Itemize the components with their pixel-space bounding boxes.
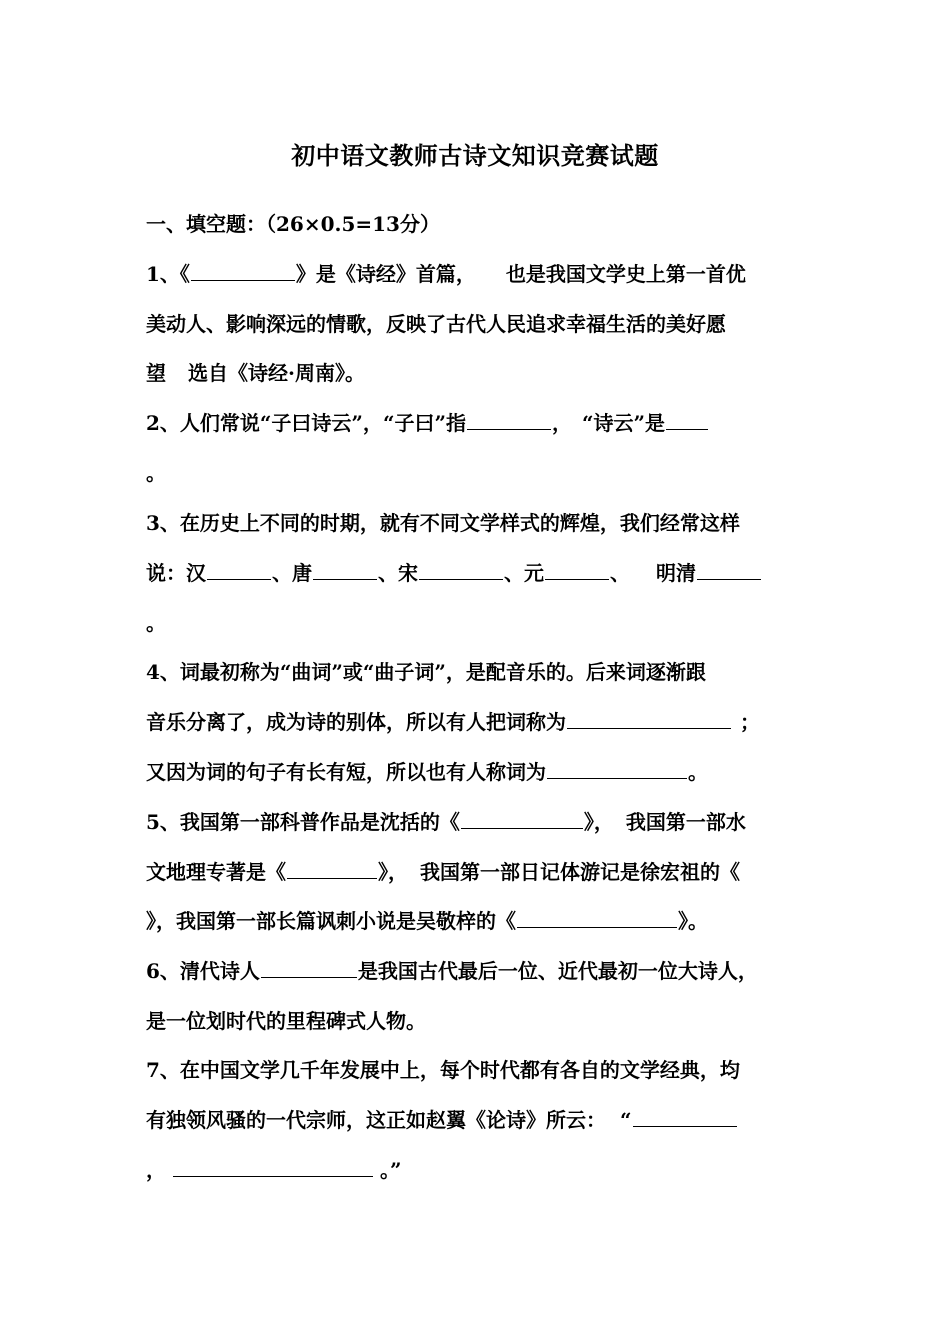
question-6-line-2: 是一位划时代的里程碑式人物。 [146,1009,426,1033]
q4-text: ； [740,710,760,734]
q3-blank-song[interactable] [419,559,503,580]
q7-blank-1[interactable] [633,1106,737,1127]
q1-blank-1[interactable] [191,260,295,281]
question-3-line-2 [146,559,762,587]
q3-blank-yuan[interactable] [545,559,609,580]
q2-text: “诗云”是 [581,411,665,435]
q5-text: 》。 [678,909,708,933]
q3-text: 、元 [504,561,544,585]
q4-text: 又因为词的句子有长有短，所以也有人称词为 [146,760,546,784]
q1-text: 选自《诗经·周南》。 [188,361,365,385]
q5-blank-2[interactable] [287,858,377,879]
q1-text: 》是《诗经》首篇， [295,262,476,286]
q5-text: 5、我国第一部科普作品是沈括的《 [146,810,460,834]
q2-blank-1[interactable] [467,409,551,430]
q5-text: 我国第一部日记体游记是徐宏祖的《 [420,860,740,884]
q4-text: 。 [688,760,708,784]
q5-text: 》， [583,810,614,834]
q2-text: “子曰”指 [382,411,466,435]
question-7-line-2 [146,1106,738,1134]
q2-text: ， [551,411,572,435]
q5-text: 》，我国第一部长篇讽刺小说是吴敬梓的《 [146,909,516,933]
q2-text: 2、人们常说“子曰诗云”， [146,411,383,435]
q5-text: 文地理专著是《 [146,860,286,884]
question-2-line-1 [146,409,709,437]
q7-text: 有独领风骚的一代宗师，这正如赵翼《论诗》所云： [146,1108,606,1132]
question-5-line-1 [146,808,746,836]
section-heading: 一、填空题：（26×0.5=13分） [146,212,440,236]
question-1-line-1 [146,260,746,288]
question-3-line-3: 。 [146,611,166,635]
q3-text: 、宋 [378,561,418,585]
q5-blank-1[interactable] [461,808,583,829]
question-1-line-2: 美动人、影响深远的情歌，反映了古代人民追求幸福生活的美好愿 [146,312,726,336]
q3-blank-tang[interactable] [313,559,377,580]
q6-text: 6、清代诗人 [146,959,260,983]
question-3-line-1: 3、在历史上不同的时期，就有不同文学样式的辉煌，我们经常这样 [146,511,740,535]
q1-text: 望 [146,361,166,385]
q7-blank-2[interactable] [173,1156,373,1177]
q5-text: 我国第一部水 [625,810,746,834]
q5-blank-3[interactable] [517,907,677,928]
q6-text: 是我国古代最后一位、近代最初一位大诗人， [357,959,758,983]
q3-blank-mingqing[interactable] [697,559,761,580]
q4-blank-2[interactable] [547,758,687,779]
q5-text: 》， [378,860,408,884]
q4-blank-1[interactable] [567,708,731,729]
question-4-line-2 [146,708,760,736]
q3-blank-han[interactable] [207,559,271,580]
q1-text: 也是我国文学史上第一首优 [505,262,746,286]
q7-text: “ [620,1108,632,1132]
question-7-line-1: 7、在中国文学几千年发展中上，每个时代都有各自的文学经典，均 [146,1058,740,1082]
question-2-line-2: 。 [146,461,166,485]
q7-text: 。” [380,1158,402,1182]
q3-text: 说：汉 [146,561,206,585]
q4-text: 音乐分离了，成为诗的别体，所以有人把词称为 [146,710,566,734]
question-5-line-2 [146,858,740,886]
q1-text: 1、《 [146,262,190,286]
q7-text: ， [146,1158,166,1182]
question-6-line-1 [146,957,758,985]
q3-text: 明清 [656,561,696,585]
q3-text: 、唐 [272,561,312,585]
question-5-line-3 [146,907,708,935]
page-title: 初中语文教师古诗文知识竞赛试题 [291,141,659,170]
question-1-line-3 [146,359,365,387]
q2-blank-2[interactable] [666,409,708,430]
q3-text: 、 [610,561,630,585]
question-7-line-3 [146,1156,402,1184]
q6-blank-1[interactable] [261,957,357,978]
question-4-line-1: 4、词最初称为“曲词”或“曲子词”，是配音乐的。后来词逐渐跟 [146,660,706,684]
question-4-line-3 [146,758,708,786]
